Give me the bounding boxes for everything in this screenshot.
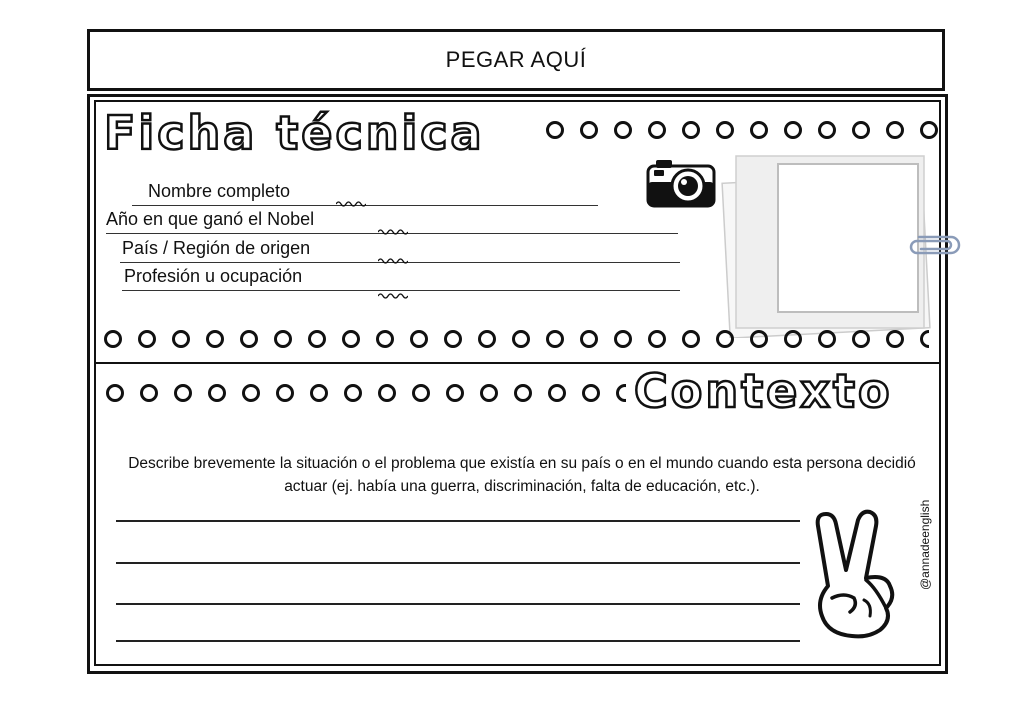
paste-here-banner [87, 29, 945, 91]
decor-dot [480, 384, 498, 402]
dot-row-middle [104, 330, 929, 352]
decor-dot [886, 121, 904, 139]
writing-line-2[interactable] [116, 562, 800, 564]
decor-dot [852, 330, 870, 348]
writing-line-4[interactable] [116, 640, 800, 642]
decor-dot [682, 121, 700, 139]
decor-dot [750, 121, 768, 139]
decor-dot [886, 330, 904, 348]
decor-dot [242, 384, 260, 402]
decor-dot [208, 384, 226, 402]
decor-dot [410, 330, 428, 348]
peace-hand-icon [806, 508, 902, 640]
decor-dot [446, 384, 464, 402]
contexto-description: Describe brevemente la situación o el problema que existía en su país o en el mundo cuando esta persona decidió actuar (ej. había una guerra, discriminación, falta de educación, etc.). [128, 454, 916, 495]
decor-dot [342, 330, 360, 348]
decor-dot [274, 330, 292, 348]
decor-dot [548, 384, 566, 402]
decor-dot [514, 384, 532, 402]
field-label-pais: País / Región de origen [122, 238, 311, 258]
decor-dot [344, 384, 362, 402]
decor-dot [920, 330, 929, 348]
decor-dot [614, 121, 632, 139]
decor-dot [308, 330, 326, 348]
squiggle-icon [378, 228, 408, 236]
squiggle-icon [336, 200, 366, 208]
decor-dot [614, 330, 632, 348]
decor-dot [784, 121, 802, 139]
decor-dot [206, 330, 224, 348]
decor-dot [376, 330, 394, 348]
field-label-anio: Año en que ganó el Nobel [106, 209, 315, 229]
decor-dot [140, 384, 158, 402]
paste-here-label: PEGAR AQUÍ [445, 47, 587, 72]
decor-dot [920, 121, 938, 139]
decor-dot [682, 330, 700, 348]
decor-dot [580, 330, 598, 348]
camera-icon [642, 156, 720, 212]
decor-dot [716, 121, 734, 139]
decor-dot [378, 384, 396, 402]
decor-dot [104, 330, 122, 348]
writing-line-3[interactable] [116, 603, 800, 605]
decor-dot [138, 330, 156, 348]
decor-dot [852, 121, 870, 139]
squiggle-icon [378, 292, 408, 300]
decor-dot [106, 384, 124, 402]
decor-dot [648, 330, 666, 348]
field-row-anio[interactable] [106, 208, 681, 234]
decor-dot [750, 330, 768, 348]
field-label-nombre: Nombre completo [148, 181, 291, 201]
decor-dot [580, 121, 598, 139]
decor-dot [478, 330, 496, 348]
paperclip-icon [905, 232, 961, 258]
field-line-profesion [122, 290, 680, 291]
decor-dot [512, 330, 530, 348]
decor-dot [276, 384, 294, 402]
writing-line-1[interactable] [116, 520, 800, 522]
author-handle: @annadeenglish [918, 499, 932, 590]
decor-dot [546, 330, 564, 348]
decor-dot [716, 330, 734, 348]
decor-dot [582, 384, 600, 402]
decor-dot [172, 330, 190, 348]
field-row-profesion[interactable] [118, 265, 681, 291]
ficha-title: Ficha técnica [104, 106, 485, 160]
dot-row-contexto [106, 384, 626, 406]
field-label-profesion: Profesión u ocupación [124, 266, 303, 286]
decor-dot [546, 121, 564, 139]
squiggle-icon [378, 257, 408, 265]
decor-dot [648, 121, 666, 139]
decor-dot [240, 330, 258, 348]
decor-dot [784, 330, 802, 348]
contexto-title: Contexto [634, 364, 893, 418]
decor-dot [616, 384, 626, 402]
decor-dot [818, 121, 836, 139]
field-row-pais[interactable] [116, 237, 681, 263]
dot-row-top [546, 121, 941, 143]
decor-dot [444, 330, 462, 348]
field-row-nombre[interactable] [110, 180, 600, 206]
decor-dot [174, 384, 192, 402]
decor-dot [310, 384, 328, 402]
decor-dot [818, 330, 836, 348]
decor-dot [412, 384, 430, 402]
